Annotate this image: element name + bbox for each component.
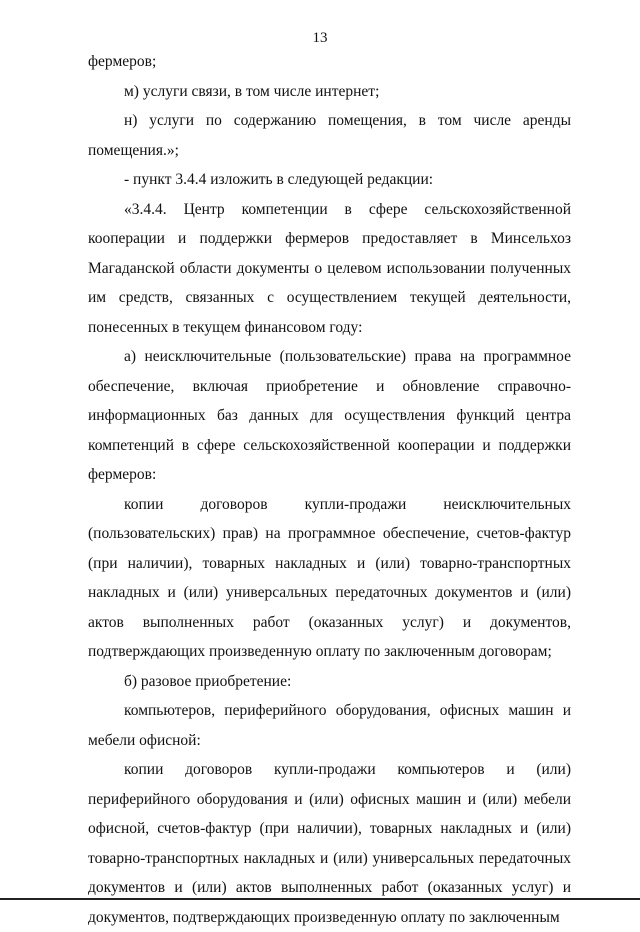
paragraph-item-n: н) услуги по содержанию помещения, в том числе аренды помещения.»; <box>88 112 571 159</box>
paragraph-farmers-end: фермеров; <box>88 53 157 70</box>
paragraph-item-b-documents: копии договоров купли-продажи компьютеров и (или) периферийного оборудования и (или) офисных машин и (или) мебели офисной, счетов-фактур (при наличии), товарных накладных и (или) товарно-транспортных накладных и (или) универсальных передаточных документов и (или) актов выполненных работ (оказанных услуг) и документов, подтверждающих произведенную оплату по заключенным <box>88 761 571 926</box>
paragraph-item-m: м) услуги связи, в том числе интернет; <box>124 82 380 100</box>
document-body <box>88 47 571 932</box>
paragraph-item-b-equipment: компьютеров, периферийного оборудования, офисных машин и мебели офисной: <box>88 702 571 749</box>
page-number: 13 <box>312 30 328 46</box>
paragraph-clause-3-4-4: «3.4.4. Центр компетенции в сфере сельскохозяйственной кооперации и поддержки фермеров предоставляет в Минсельхоз Магаданской области документы о целевом использовании полученных им средств, связанных с осуществлением текущей деятельности, понесенных в текущем финансовом году: <box>88 200 571 336</box>
paragraph-amend-3-4-4: - пункт 3.4.4 изложить в следующей редакции: <box>124 171 434 188</box>
paragraph-item-b: б) разовое приобретение: <box>124 672 292 690</box>
page-bottom-rule <box>0 898 640 900</box>
paragraph-item-a-documents: копии договоров купли-продажи неисключительных (пользовательских) прав) на программное обеспечение, счетов-фактур (при наличии), товарных накладных и (или) товарно-транспортных накладных и (или) универсальных передаточных документов и (или) актов выполненных работ (оказанных услуг) и документов, подтверждающих произведенную оплату по заключенным договорам; <box>88 495 571 660</box>
paragraph-item-a: а) неисключительные (пользовательские) права на программное обеспечение, включая приобретение и обновление справочно-информационных баз данных для осуществления функций центра компетенций в сфере сельскохозяйственной кооперации и поддержки фермеров: <box>88 348 571 483</box>
